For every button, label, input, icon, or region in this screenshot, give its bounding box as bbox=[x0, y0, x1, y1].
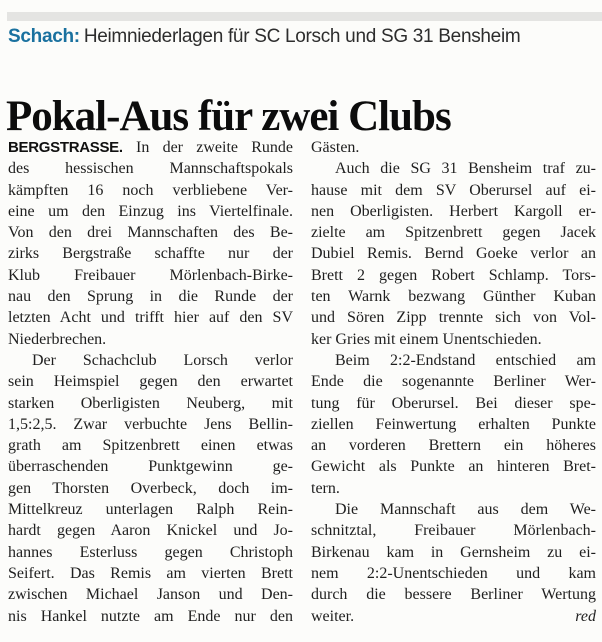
text-line-content: In der zweite Runde bbox=[136, 139, 294, 156]
text-line: sein Heimspiel gegen den erwartet bbox=[8, 373, 293, 391]
byline: red bbox=[575, 607, 596, 625]
text-line bbox=[311, 606, 596, 627]
text-line: an vorderen Brettern ein höheres bbox=[311, 437, 596, 455]
dateline: BERGSTRASSE. bbox=[8, 139, 123, 156]
text-line: Auch die SG 31 Bensheim traf zu- bbox=[335, 160, 596, 178]
column-right bbox=[311, 137, 596, 627]
text-line: Dubiel Remis. Bernd Goeke verlor an bbox=[311, 245, 596, 263]
text-line: Beim 2:2-Endstand entschied am bbox=[335, 351, 596, 369]
text-line: des hessischen Mannschaftspokals bbox=[8, 160, 293, 178]
text-line: ker Gries mit einem Unentschieden. bbox=[311, 330, 542, 348]
text-line: zwischen Michael Janson und Den- bbox=[8, 586, 293, 604]
text-line: nau den Sprung in die Runde der bbox=[8, 288, 293, 306]
text-line: kämpften 16 noch verbliebene Ver- bbox=[8, 181, 293, 199]
text-line: hannes Esterluss gegen Christoph bbox=[8, 543, 293, 561]
kicker-text: Heimniederlagen für SC Lorsch und SG 31 Bensheim bbox=[83, 26, 521, 47]
text-line: grath am Spitzenbrett einen etwas bbox=[8, 437, 293, 455]
headline: Pokal-Aus für zwei Clubs bbox=[6, 92, 451, 140]
text-line: Von den drei Mannschaften des Be- bbox=[8, 224, 293, 242]
text-line: hardt gegen Aaron Knickel und Jo- bbox=[8, 522, 293, 540]
text-line: ten Warnk bezwang Günther Kuban bbox=[311, 288, 596, 306]
text-line: zielte am Spitzenbrett gegen Jacek bbox=[311, 224, 596, 242]
text-line: eine um den Einzug ins Viertelfinale. bbox=[8, 202, 293, 220]
text-line bbox=[8, 137, 293, 158]
text-line: Gästen. bbox=[311, 139, 360, 156]
text-line: starken Oberligisten Neuberg, mit bbox=[8, 394, 293, 412]
article-body bbox=[8, 137, 596, 627]
text-line: nem 2:2-Unentschieden und kam bbox=[311, 564, 596, 582]
text-line: nen Oberligisten. Herbert Kargoll er- bbox=[311, 202, 596, 220]
text-line: Mittelkreuz unterlagen Ralph Rein- bbox=[8, 501, 293, 519]
kicker-topic: Schach: bbox=[8, 26, 80, 47]
text-line: Die Mannschaft aus dem We- bbox=[335, 501, 596, 519]
text-line: gen Thorsten Overbeck, doch im- bbox=[8, 479, 293, 497]
text-line: Birkenau kam in Gernsheim zu ei- bbox=[311, 543, 596, 561]
text-line: schnitztal, Freibauer Mörlenbach- bbox=[311, 522, 596, 540]
text-line: Klub Freibauer Mörlenbach-Birke- bbox=[8, 266, 293, 284]
text-line: hause mit dem SV Oberursel auf ei- bbox=[311, 181, 596, 199]
text-line: zirks Bergstraße schaffte nur der bbox=[8, 245, 293, 263]
text-line: tung für Oberursel. Bei dieser spe- bbox=[311, 394, 596, 412]
text-line: überraschenden Punktgewinn ge- bbox=[8, 458, 293, 476]
text-line: nis Hankel nutzte am Ende nur den bbox=[8, 607, 293, 625]
text-line: Ende die sogenannte Berliner Wer- bbox=[311, 373, 596, 391]
text-line: letzten Acht und trifft hier auf den SV bbox=[8, 309, 293, 327]
text-line-content: weiter. bbox=[311, 607, 355, 625]
text-line: Gewicht als Punkte an hinteren Bret- bbox=[311, 458, 596, 476]
text-line: Seifert. Das Remis am vierten Brett bbox=[8, 564, 293, 582]
text-line: Der Schachclub Lorsch verlor bbox=[32, 351, 293, 369]
top-divider bbox=[7, 12, 602, 21]
kicker bbox=[8, 26, 520, 48]
text-line: tern. bbox=[311, 479, 340, 497]
column-left bbox=[8, 137, 293, 627]
text-line: Brett 2 gegen Robert Schlamp. Tors- bbox=[311, 266, 596, 284]
text-line: ziellen Feinwertung erhalten Punkte bbox=[311, 415, 596, 433]
text-line: durch die bessere Berliner Wertung bbox=[311, 586, 596, 604]
text-line: und Sören Zipp trennte sich von Vol- bbox=[311, 309, 596, 327]
text-line: 1,5:2,5. Zwar verbuchte Jens Bellin- bbox=[8, 415, 293, 433]
text-line: Niederbrechen. bbox=[8, 330, 107, 348]
